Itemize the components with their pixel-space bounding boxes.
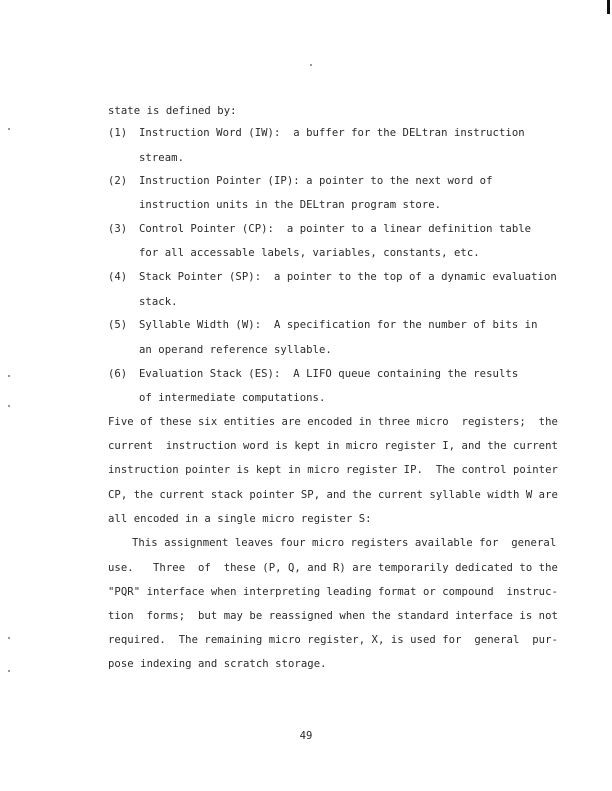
paragraph-line: current instruction word is kept in micro register I, and the current — [108, 440, 558, 452]
page-number: 49 — [299, 730, 313, 742]
paragraph-line: instruction pointer is kept in micro register IP. The control pointer — [108, 464, 558, 476]
item-text: Syllable Width (W): A specification for the number of bits in — [139, 319, 538, 331]
item-number: (1) — [108, 127, 128, 139]
item-text: Evaluation Stack (ES): A LIFO queue containing the results — [139, 368, 519, 380]
paragraph-line: CP, the current stack pointer SP, and the current syllable width W are — [108, 489, 558, 501]
item-text: Instruction Word (IW): a buffer for the DELtran instruction — [139, 127, 525, 139]
intro-text: state is defined by: — [108, 105, 237, 117]
item-number: (5) — [108, 319, 128, 331]
scan-speck — [8, 637, 10, 639]
item-number: (3) — [108, 223, 128, 235]
scan-edge-mark — [607, 0, 610, 14]
paragraph-line: all encoded in a single micro register S: — [108, 513, 372, 525]
scan-speck — [8, 405, 10, 407]
scan-speck — [8, 375, 10, 377]
scan-speck — [310, 64, 312, 66]
item-text: Stack Pointer (SP): a pointer to the top of a dynamic evaluation — [139, 271, 557, 283]
paragraph-line: This assignment leaves four micro registers available for general — [132, 537, 557, 549]
item-number: (2) — [108, 175, 128, 187]
item-text: for all accessable labels, variables, constants, etc. — [139, 247, 480, 259]
item-number: (6) — [108, 368, 128, 380]
item-text: Instruction Pointer (IP): a pointer to the next word of — [139, 175, 493, 187]
paragraph-line: use. Three of these (P, Q, and R) are temporarily dedicated to the — [108, 562, 558, 574]
item-text: instruction units in the DELtran program store. — [139, 199, 442, 211]
item-text: of intermediate computations. — [139, 392, 326, 404]
paragraph-line: "PQR" interface when interpreting leading format or compound instruc- — [108, 586, 558, 598]
paragraph-line: required. The remaining micro register, X, is used for general pur- — [108, 634, 558, 646]
paragraph-line: Five of these six entities are encoded in three micro registers; the — [108, 416, 558, 428]
scan-speck — [8, 670, 10, 672]
item-text: stack. — [139, 296, 178, 308]
scan-speck — [8, 128, 10, 130]
item-text: stream. — [139, 152, 184, 164]
item-number: (4) — [108, 271, 128, 283]
item-text: Control Pointer (CP): a pointer to a linear definition table — [139, 223, 532, 235]
paragraph-line: pose indexing and scratch storage. — [108, 658, 327, 670]
paragraph-line: tion forms; but may be reassigned when the standard interface is not — [108, 610, 558, 622]
item-text: an operand reference syllable. — [139, 344, 332, 356]
